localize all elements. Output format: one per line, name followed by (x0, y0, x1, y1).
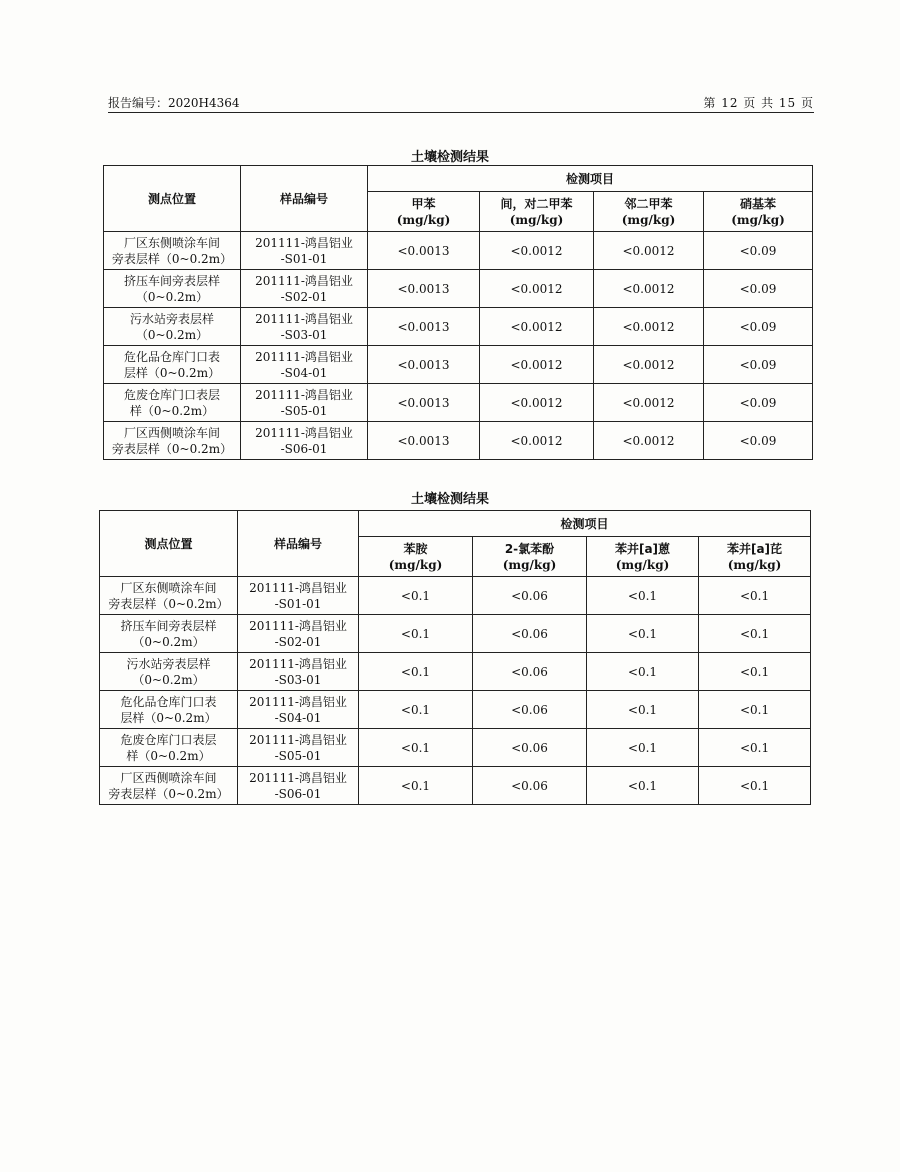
value-cell: <0.1 (359, 729, 473, 767)
item-header-1 (359, 537, 473, 577)
sample-id-cell (241, 232, 368, 270)
col-sample-header: 样品编号 (238, 511, 359, 577)
item-name: 甲苯 (411, 196, 436, 211)
table-row (100, 729, 811, 767)
page-header (108, 94, 814, 113)
sample-id-line-1: 201111-鸿昌铝业 (255, 425, 353, 440)
value-cell: <0.1 (699, 729, 811, 767)
col-location-header: 测点位置 (100, 511, 238, 577)
sample-id-line-1: 201111-鸿昌铝业 (255, 235, 353, 250)
col-sample-header: 样品编号 (241, 166, 368, 232)
location-line-1: 污水站旁表层样 (129, 311, 214, 326)
table-row (104, 308, 813, 346)
value-cell: <0.1 (699, 577, 811, 615)
sample-id-line-1: 201111-鸿昌铝业 (249, 732, 347, 747)
table-row (104, 422, 813, 460)
value-cell: <0.09 (704, 422, 813, 460)
location-cell (104, 384, 241, 422)
item-unit: (mg/kg) (621, 212, 676, 227)
location-line-2: 旁表层样（0~0.2m） (111, 441, 233, 456)
location-line-1: 危化品仓库门口表 (123, 349, 220, 364)
location-line-1: 厂区东侧喷涂车间 (123, 235, 220, 250)
page-number: 第 12 页 共 15 页 (703, 96, 814, 110)
location-line-2: 旁表层样（0~0.2m） (108, 786, 229, 801)
sample-id-line-2: -S03-01 (274, 672, 322, 687)
sample-id-line-2: -S05-01 (280, 403, 328, 418)
item-header-3 (594, 192, 704, 232)
location-line-1: 危废仓库门口表层 (123, 387, 220, 402)
item-header-2 (480, 192, 594, 232)
value-cell: <0.0012 (594, 422, 704, 460)
value-cell: <0.1 (587, 729, 699, 767)
value-cell: <0.1 (699, 653, 811, 691)
sample-id-cell (238, 729, 359, 767)
sample-id-line-2: -S04-01 (274, 710, 322, 725)
item-unit: (mg/kg) (727, 557, 782, 572)
value-cell: <0.09 (704, 232, 813, 270)
item-unit: (mg/kg) (396, 212, 451, 227)
sample-id-cell (238, 767, 359, 805)
item-header-2 (473, 537, 587, 577)
report-number: 报告编号：2020H4364 (108, 96, 240, 110)
sample-id-line-1: 201111-鸿昌铝业 (249, 770, 347, 785)
location-line-1: 危废仓库门口表层 (120, 732, 217, 747)
location-line-2: （0~0.2m） (132, 634, 205, 649)
value-cell: <0.0012 (480, 422, 594, 460)
value-cell: <0.1 (587, 691, 699, 729)
value-cell: <0.1 (587, 653, 699, 691)
sample-id-line-2: -S03-01 (280, 327, 328, 342)
value-cell: <0.06 (473, 615, 587, 653)
value-cell: <0.0012 (480, 232, 594, 270)
table-row (100, 767, 811, 805)
value-cell: <0.0012 (594, 346, 704, 384)
col-group-header: 检测项目 (368, 166, 813, 192)
location-line-2: （0~0.2m） (135, 327, 209, 342)
value-cell: <0.06 (473, 577, 587, 615)
value-cell: <0.1 (359, 615, 473, 653)
value-cell: <0.06 (473, 729, 587, 767)
item-header-4 (699, 537, 811, 577)
table-row (100, 691, 811, 729)
location-line-1: 危化品仓库门口表 (120, 694, 217, 709)
sample-id-cell (238, 691, 359, 729)
value-cell: <0.0012 (594, 308, 704, 346)
value-cell: <0.0012 (594, 232, 704, 270)
table2-caption: 土壤检测结果 (410, 492, 489, 507)
location-line-2: 层样（0~0.2m） (120, 710, 217, 725)
location-line-1: 污水站旁表层样 (126, 656, 211, 671)
location-cell (104, 346, 241, 384)
col-group-header: 检测项目 (359, 511, 811, 537)
location-cell (100, 729, 238, 767)
location-line-2: 样（0~0.2m） (129, 403, 215, 418)
table-row (104, 384, 813, 422)
item-unit: (mg/kg) (731, 212, 785, 227)
location-line-2: （0~0.2m） (132, 672, 205, 687)
value-cell: <0.1 (587, 577, 699, 615)
value-cell: <0.09 (704, 384, 813, 422)
item-name: 间，对二甲苯 (500, 196, 573, 211)
location-line-2: 旁表层样（0~0.2m） (111, 251, 233, 266)
table-row (104, 232, 813, 270)
sample-id-line-2: -S01-01 (280, 251, 328, 266)
location-cell (100, 691, 238, 729)
table-row (100, 615, 811, 653)
value-cell: <0.1 (359, 691, 473, 729)
location-cell (104, 270, 241, 308)
value-cell: <0.0013 (368, 308, 480, 346)
sample-id-cell (241, 422, 368, 460)
value-cell: <0.09 (704, 308, 813, 346)
item-header-1 (368, 192, 480, 232)
value-cell: <0.1 (359, 577, 473, 615)
value-cell: <0.0012 (480, 308, 594, 346)
col-location-header: 测点位置 (104, 166, 241, 232)
sample-id-cell (241, 346, 368, 384)
value-cell: <0.09 (704, 346, 813, 384)
item-header-4 (704, 192, 813, 232)
item-name: 苯并[a]芘 (726, 541, 783, 556)
location-line-1: 挤压车间旁表层样 (123, 273, 220, 288)
sample-id-line-2: -S06-01 (274, 786, 322, 801)
value-cell: <0.0012 (480, 270, 594, 308)
item-unit: (mg/kg) (502, 557, 557, 572)
value-cell: <0.1 (699, 767, 811, 805)
location-line-2: 旁表层样（0~0.2m） (108, 596, 229, 611)
value-cell: <0.09 (704, 270, 813, 308)
location-line-2: 层样（0~0.2m） (123, 365, 221, 380)
table-row (100, 577, 811, 615)
location-cell (104, 232, 241, 270)
location-line-2: （0~0.2m） (135, 289, 209, 304)
item-name: 硝基苯 (740, 196, 777, 211)
sample-id-cell (241, 384, 368, 422)
value-cell: <0.0013 (368, 232, 480, 270)
value-cell: <0.0013 (368, 270, 480, 308)
value-cell: <0.1 (587, 767, 699, 805)
item-unit: (mg/kg) (509, 212, 564, 227)
item-name: 邻二甲苯 (624, 196, 673, 211)
item-header-3 (587, 537, 699, 577)
value-cell: <0.0013 (368, 422, 480, 460)
sample-id-line-1: 201111-鸿昌铝业 (249, 618, 347, 633)
table-row (104, 346, 813, 384)
value-cell: <0.0012 (480, 384, 594, 422)
location-cell (100, 653, 238, 691)
value-cell: <0.1 (699, 691, 811, 729)
item-name: 2-氯苯酚 (504, 541, 555, 556)
sample-id-line-1: 201111-鸿昌铝业 (249, 656, 347, 671)
sample-id-line-1: 201111-鸿昌铝业 (255, 273, 353, 288)
sample-id-cell (238, 653, 359, 691)
sample-id-line-2: -S05-01 (274, 748, 322, 763)
location-line-2: 样（0~0.2m） (126, 748, 211, 763)
location-cell (100, 767, 238, 805)
sample-id-line-2: -S01-01 (274, 596, 322, 611)
sample-id-cell (241, 308, 368, 346)
sample-id-line-1: 201111-鸿昌铝业 (255, 349, 353, 364)
sample-id-line-1: 201111-鸿昌铝业 (249, 580, 347, 595)
item-name: 苯并[a]蒽 (614, 541, 671, 556)
value-cell: <0.0012 (594, 384, 704, 422)
sample-id-cell (238, 577, 359, 615)
value-cell: <0.0012 (594, 270, 704, 308)
value-cell: <0.0013 (368, 346, 480, 384)
value-cell: <0.1 (359, 653, 473, 691)
sample-id-line-1: 201111-鸿昌铝业 (249, 694, 347, 709)
item-name: 苯胺 (403, 541, 428, 556)
location-cell (100, 577, 238, 615)
result-table-2 (99, 510, 811, 805)
location-cell (104, 422, 241, 460)
value-cell: <0.06 (473, 653, 587, 691)
location-line-1: 厂区西侧喷涂车间 (120, 770, 217, 785)
location-line-1: 挤压车间旁表层样 (120, 618, 217, 633)
sample-id-line-2: -S04-01 (280, 365, 328, 380)
value-cell: <0.1 (699, 615, 811, 653)
sample-id-line-1: 201111-鸿昌铝业 (255, 311, 353, 326)
value-cell: <0.0013 (368, 384, 480, 422)
sample-id-cell (241, 270, 368, 308)
value-cell: <0.1 (587, 615, 699, 653)
location-line-1: 厂区东侧喷涂车间 (120, 580, 217, 595)
item-unit: (mg/kg) (615, 557, 670, 572)
table-row (100, 653, 811, 691)
value-cell: <0.1 (359, 767, 473, 805)
sample-id-line-2: -S02-01 (280, 289, 328, 304)
location-line-1: 厂区西侧喷涂车间 (123, 425, 220, 440)
table-row (104, 270, 813, 308)
value-cell: <0.0012 (480, 346, 594, 384)
sample-id-line-2: -S02-01 (274, 634, 322, 649)
location-cell (104, 308, 241, 346)
sample-id-line-2: -S06-01 (280, 441, 328, 456)
sample-id-line-1: 201111-鸿昌铝业 (255, 387, 353, 402)
sample-id-cell (238, 615, 359, 653)
table1-caption: 土壤检测结果 (410, 150, 489, 165)
result-table-1 (103, 165, 813, 460)
value-cell: <0.06 (473, 691, 587, 729)
item-unit: (mg/kg) (388, 557, 443, 572)
location-cell (100, 615, 238, 653)
value-cell: <0.06 (473, 767, 587, 805)
